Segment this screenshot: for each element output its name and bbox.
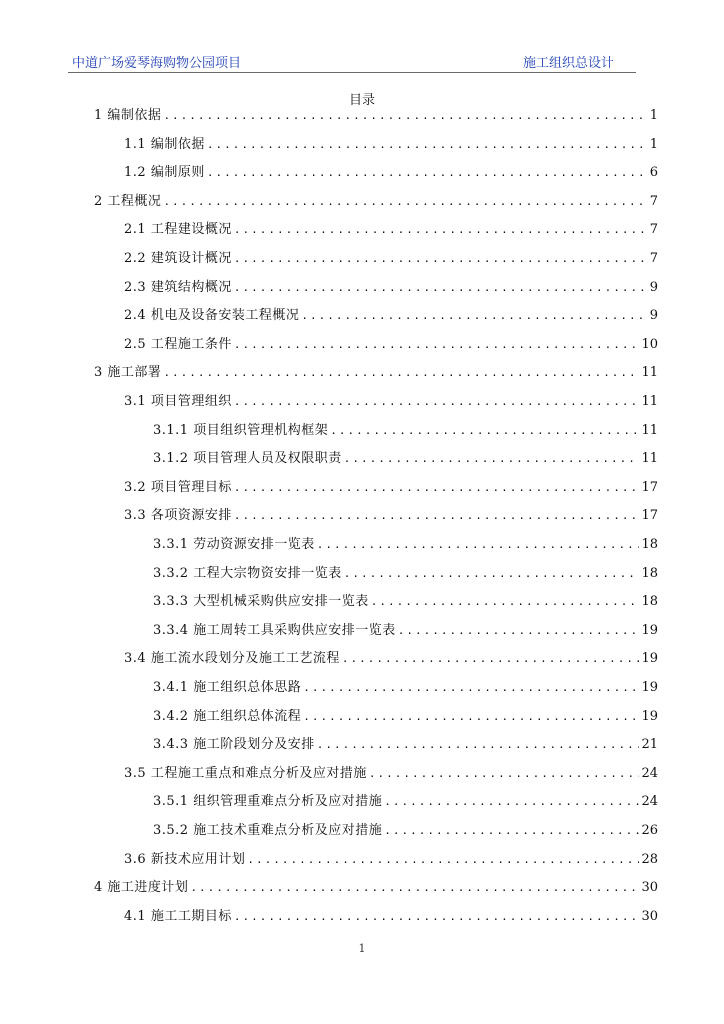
toc-entry-number: 3.1.1 — [153, 422, 189, 438]
toc-entry-label — [124, 308, 299, 324]
toc-entry-label — [124, 165, 205, 181]
toc-entry-title: 工程施工重点和难点分析及应对措施 — [150, 765, 367, 781]
toc-entry-title: 施工流水段划分及施工工艺流程 — [150, 651, 340, 667]
toc-entry[interactable] — [153, 790, 658, 810]
toc-entry-number: 1.1 — [124, 136, 147, 152]
toc-dot-leader — [234, 508, 640, 524]
toc-entry[interactable] — [124, 304, 658, 324]
toc-entry-title: 项目管理人员及权限职责 — [193, 451, 342, 467]
toc-entry-number: 2 — [94, 193, 103, 209]
toc-entry-label — [153, 737, 315, 753]
page-header — [68, 48, 636, 73]
toc-entry-title: 机电及设备安装工程概况 — [150, 308, 300, 324]
toc-dot-leader — [301, 308, 647, 324]
toc-entry-page: 6 — [649, 165, 658, 181]
toc-entry-title: 工程建设概况 — [150, 222, 232, 238]
toc-entry-number: 3.3 — [124, 508, 147, 524]
toc-entry-title: 工程概况 — [107, 193, 162, 209]
toc-entry-page: 18 — [641, 594, 658, 610]
toc-dot-leader — [207, 137, 648, 153]
toc-dot-leader — [247, 852, 639, 868]
toc-dot-leader — [190, 880, 639, 896]
toc-entry-number: 3.4.2 — [153, 708, 189, 724]
toc-entry-page: 19 — [641, 622, 658, 638]
toc-entry-number: 3.4.3 — [153, 737, 189, 753]
toc-entry-number: 2.2 — [124, 251, 147, 266]
toc-entry-label — [124, 480, 232, 496]
toc-entry[interactable] — [153, 590, 658, 610]
toc-entry-title: 新技术应用计划 — [150, 851, 246, 867]
toc-entry-title: 施工部署 — [107, 365, 162, 381]
toc-entry[interactable] — [124, 333, 658, 353]
toc-heading: 目录 — [348, 93, 375, 108]
toc-entry-title: 工程大宗物资安排一览表 — [193, 565, 342, 581]
toc-dot-leader — [344, 451, 640, 467]
toc-entry-label — [153, 823, 382, 839]
toc-entry-number: 4 — [94, 880, 103, 896]
toc-entry[interactable] — [153, 733, 658, 753]
toc-entry-label — [153, 423, 328, 439]
toc-dot-leader — [384, 794, 639, 810]
toc-dot-leader — [317, 737, 640, 753]
page-number: 1 — [358, 942, 366, 955]
toc-dot-leader — [163, 108, 647, 124]
toc-entry-label — [153, 794, 382, 810]
toc-entry[interactable] — [94, 361, 658, 381]
toc-entry-number: 1.2 — [124, 165, 147, 181]
toc-entry-label — [94, 365, 161, 381]
toc-dot-leader — [398, 623, 640, 639]
toc-entry-page: 7 — [649, 251, 658, 266]
toc-entry[interactable] — [124, 247, 658, 267]
toc-entry-title: 工程施工条件 — [150, 336, 232, 352]
toc-entry-title: 项目管理组织 — [150, 394, 232, 409]
toc-entry-page: 1 — [649, 136, 658, 152]
toc-entry-page: 11 — [641, 365, 658, 381]
toc-entry-page: 7 — [649, 222, 658, 238]
toc-dot-leader — [344, 566, 640, 582]
toc-entry[interactable] — [94, 104, 658, 124]
toc-entry-title: 组织管理重难点分析及应对措施 — [193, 794, 383, 810]
toc-entry-title: 项目管理目标 — [150, 479, 232, 495]
toc-entry-label — [124, 251, 232, 267]
toc-entry-page: 7 — [649, 193, 658, 209]
toc-entry-page: 11 — [641, 451, 658, 467]
toc-entry-title: 施工组织总体流程 — [193, 708, 302, 724]
toc-entry-label — [124, 852, 245, 868]
toc-entry-title: 编制原则 — [150, 165, 205, 181]
toc-entry[interactable] — [153, 705, 658, 725]
toc-entry-page: 18 — [641, 537, 658, 552]
toc-entry-page: 18 — [641, 565, 658, 581]
toc-dot-leader — [330, 423, 639, 439]
toc-entry-page: 17 — [641, 479, 658, 495]
toc-entry-page: 30 — [641, 880, 658, 896]
header-document-title: 施工组织总设计 — [522, 56, 614, 71]
toc-entry[interactable] — [124, 476, 658, 496]
toc-dot-leader — [234, 251, 648, 267]
toc-entry-page: 19 — [641, 708, 658, 724]
toc-entry-number: 1 — [94, 108, 103, 123]
toc-dot-leader — [303, 680, 639, 696]
toc-entry-label — [124, 651, 340, 667]
toc-entry-label — [153, 451, 342, 467]
toc-entry[interactable] — [153, 419, 658, 439]
toc-entry-label — [124, 337, 232, 353]
toc-entry-number: 3.3.2 — [153, 565, 189, 581]
toc-entry[interactable] — [153, 447, 658, 467]
toc-entry-number: 4.1 — [124, 908, 147, 924]
toc-entry[interactable] — [124, 647, 658, 667]
toc-entry-title: 施工周转工具采购供应安排一览表 — [193, 622, 396, 638]
toc-dot-leader — [234, 480, 640, 496]
toc-dot-leader — [234, 280, 648, 296]
toc-dot-leader — [234, 394, 640, 410]
toc-entry-page: 9 — [649, 279, 658, 295]
toc-entry-label — [153, 594, 369, 610]
toc-entry-label — [153, 680, 301, 696]
toc-entry-page: 30 — [641, 908, 658, 924]
toc-dot-leader — [303, 709, 639, 725]
toc-entry[interactable] — [124, 504, 658, 524]
toc-entry-number: 3.5.2 — [153, 823, 189, 838]
toc-entry-title: 劳动资源安排一览表 — [193, 537, 315, 552]
toc-entry-page: 19 — [641, 651, 658, 667]
toc-entry-number: 3.4.1 — [153, 680, 189, 695]
toc-entry-label — [153, 623, 396, 639]
header-project-name: 中道广场爱琴海购物公园项目 — [72, 56, 242, 71]
toc-entry-page: 11 — [641, 422, 658, 438]
toc-entry-page: 17 — [641, 508, 658, 524]
toc-dot-leader — [163, 194, 647, 210]
toc-entry-label — [94, 108, 161, 124]
toc-entry[interactable] — [153, 562, 658, 582]
toc-entry[interactable] — [124, 218, 658, 238]
toc-entry-number: 3.3.3 — [153, 594, 189, 610]
toc-entry-page: 26 — [641, 823, 658, 838]
toc-entry[interactable] — [124, 276, 658, 296]
toc-entry[interactable] — [153, 619, 658, 639]
toc-entry-number: 2.1 — [124, 222, 147, 238]
toc-entry-page: 11 — [641, 394, 658, 409]
toc-dot-leader — [371, 594, 640, 610]
toc-entry-label — [124, 508, 232, 524]
toc-entry-number: 3.1.2 — [153, 451, 189, 467]
toc-entry[interactable] — [124, 390, 658, 410]
toc-entry-title: 大型机械采购供应安排一览表 — [193, 594, 369, 610]
toc-entry-label — [124, 222, 232, 238]
toc-entry-title: 施工阶段划分及安排 — [193, 737, 315, 753]
toc-entry-page: 9 — [649, 308, 658, 324]
toc-dot-leader — [234, 222, 648, 238]
toc-entry-title: 编制依据 — [107, 108, 162, 123]
toc-entry[interactable] — [153, 533, 658, 553]
toc-entry-title: 编制依据 — [150, 136, 205, 152]
toc-entry[interactable] — [94, 876, 658, 896]
toc-entry-number: 2.5 — [124, 336, 147, 352]
toc-entry-label — [153, 566, 342, 582]
toc-entry-number: 3.2 — [124, 479, 147, 495]
toc-entry-label — [124, 394, 232, 410]
toc-entry-page: 19 — [641, 680, 658, 695]
toc-entry-title: 施工组织总体思路 — [193, 680, 302, 695]
toc-entry-label — [153, 709, 301, 725]
toc-entry-title: 建筑结构概况 — [150, 279, 232, 295]
toc-entry-title: 各项资源安排 — [150, 508, 232, 524]
toc-entry-number: 2.3 — [124, 279, 147, 295]
toc-entry-title: 施工进度计划 — [107, 880, 189, 896]
toc-entry[interactable] — [94, 190, 658, 210]
toc-entry-page: 24 — [641, 765, 658, 781]
toc-entry-page: 1 — [649, 108, 658, 123]
toc-dot-leader — [207, 165, 648, 181]
toc-entry-number: 3.5 — [124, 765, 147, 781]
toc-entry-label — [124, 766, 367, 782]
toc-entry-label — [124, 137, 205, 153]
toc-entry-number: 2.4 — [124, 308, 147, 324]
toc-dot-leader — [342, 651, 640, 667]
toc-entry-title: 施工技术重难点分析及应对措施 — [193, 823, 383, 838]
toc-dot-leader — [163, 365, 639, 381]
toc-entry[interactable] — [124, 848, 658, 868]
toc-entry-title: 建筑设计概况 — [150, 251, 232, 266]
toc-entry-page: 24 — [641, 794, 658, 810]
toc-dot-leader — [234, 909, 640, 925]
toc-entry[interactable] — [153, 819, 658, 839]
toc-dot-leader — [317, 537, 640, 553]
toc-entry-page: 28 — [641, 851, 658, 867]
toc-dot-leader — [234, 337, 640, 353]
toc-entry-title: 项目组织管理机构框架 — [193, 422, 329, 438]
toc-entry-title: 施工工期目标 — [150, 908, 232, 924]
toc-entry[interactable] — [124, 762, 658, 782]
toc-dot-leader — [369, 766, 640, 782]
toc-entry-number: 3.4 — [124, 651, 147, 667]
toc-entry-number: 3 — [94, 365, 103, 381]
toc-entry-label — [94, 880, 188, 896]
toc-entry-page: 21 — [641, 737, 658, 753]
toc-entry-label — [124, 280, 232, 296]
toc-entry-number: 3.3.4 — [153, 622, 189, 638]
toc-entry-label — [153, 537, 315, 553]
toc-entry[interactable] — [153, 676, 658, 696]
toc-entry-number: 3.1 — [124, 394, 147, 409]
toc-entry-label — [94, 194, 161, 210]
toc-entry[interactable] — [124, 905, 658, 925]
toc-entry-number: 3.6 — [124, 851, 147, 867]
toc-entry[interactable] — [124, 161, 658, 181]
toc-entry-number: 3.5.1 — [153, 794, 189, 810]
toc-dot-leader — [384, 823, 639, 839]
toc-entry-page: 10 — [641, 336, 658, 352]
toc-entry-number: 3.3.1 — [153, 537, 189, 552]
toc-entry-label — [124, 909, 232, 925]
toc-entry[interactable] — [124, 133, 658, 153]
